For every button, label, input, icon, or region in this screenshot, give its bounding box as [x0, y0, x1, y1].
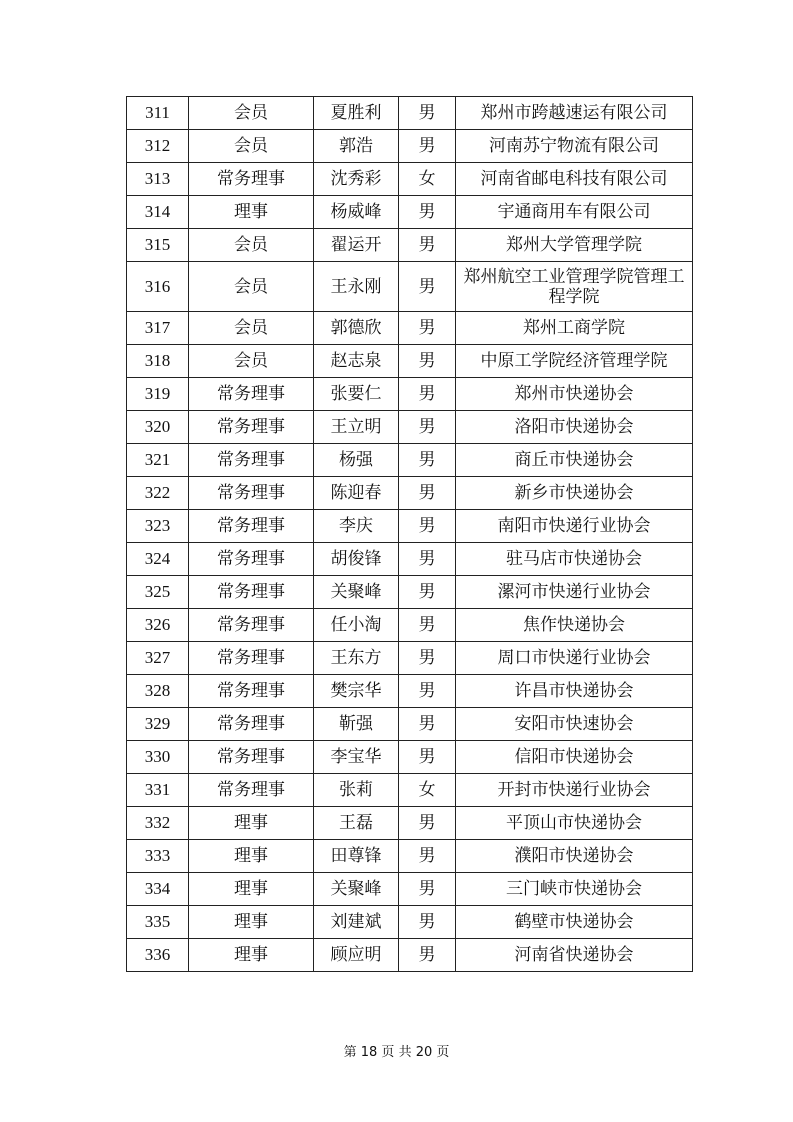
- table-row: [127, 477, 693, 510]
- cell-organization: 周口市快递行业协会: [456, 642, 693, 675]
- cell-gender: 男: [399, 675, 456, 708]
- cell-organization: 郑州市快递协会: [456, 378, 693, 411]
- cell-role: 会员: [189, 345, 314, 378]
- cell-gender: 男: [399, 130, 456, 163]
- cell-gender: 男: [399, 906, 456, 939]
- cell-gender: 男: [399, 345, 456, 378]
- cell-name: 陈迎春: [314, 477, 399, 510]
- page-number-footer: 第 18 页 共 20 页: [343, 1045, 450, 1060]
- cell-gender: 女: [399, 774, 456, 807]
- cell-role: 常务理事: [189, 510, 314, 543]
- cell-organization: 焦作快递协会: [456, 609, 693, 642]
- table-row: [127, 576, 693, 609]
- cell-number: 323: [127, 510, 189, 543]
- cell-name: 王立明: [314, 411, 399, 444]
- table-row: [127, 642, 693, 675]
- cell-gender: 女: [399, 163, 456, 196]
- cell-number: 330: [127, 741, 189, 774]
- table-row: [127, 741, 693, 774]
- cell-gender: 男: [399, 543, 456, 576]
- cell-organization: 南阳市快递行业协会: [456, 510, 693, 543]
- cell-name: 赵志泉: [314, 345, 399, 378]
- cell-name: 关聚峰: [314, 873, 399, 906]
- table-row: [127, 774, 693, 807]
- cell-organization: 三门峡市快递协会: [456, 873, 693, 906]
- cell-gender: 男: [399, 510, 456, 543]
- cell-gender: 男: [399, 939, 456, 972]
- cell-role: 常务理事: [189, 543, 314, 576]
- cell-number: 321: [127, 444, 189, 477]
- cell-number: 315: [127, 229, 189, 262]
- cell-gender: 男: [399, 97, 456, 130]
- cell-number: 318: [127, 345, 189, 378]
- cell-role: 常务理事: [189, 675, 314, 708]
- cell-name: 樊宗华: [314, 675, 399, 708]
- member-table-body: [127, 97, 693, 972]
- cell-gender: 男: [399, 229, 456, 262]
- cell-gender: 男: [399, 642, 456, 675]
- table-row: [127, 130, 693, 163]
- cell-name: 李宝华: [314, 741, 399, 774]
- cell-number: 334: [127, 873, 189, 906]
- table-row: [127, 609, 693, 642]
- cell-name: 翟运开: [314, 229, 399, 262]
- table-row: [127, 543, 693, 576]
- table-row: [127, 378, 693, 411]
- table-row: [127, 510, 693, 543]
- cell-name: 关聚峰: [314, 576, 399, 609]
- cell-gender: 男: [399, 477, 456, 510]
- cell-number: 311: [127, 97, 189, 130]
- table-row: [127, 807, 693, 840]
- cell-gender: 男: [399, 576, 456, 609]
- cell-gender: 男: [399, 411, 456, 444]
- cell-role: 常务理事: [189, 774, 314, 807]
- cell-role: 会员: [189, 130, 314, 163]
- cell-role: 理事: [189, 840, 314, 873]
- cell-organization: 濮阳市快递协会: [456, 840, 693, 873]
- cell-role: 会员: [189, 97, 314, 130]
- cell-number: 324: [127, 543, 189, 576]
- cell-gender: 男: [399, 741, 456, 774]
- cell-gender: 男: [399, 807, 456, 840]
- cell-role: 常务理事: [189, 609, 314, 642]
- cell-number: 319: [127, 378, 189, 411]
- table-row: [127, 312, 693, 345]
- cell-name: 王磊: [314, 807, 399, 840]
- cell-name: 郭德欣: [314, 312, 399, 345]
- cell-organization: 郑州市跨越速运有限公司: [456, 97, 693, 130]
- cell-role: 会员: [189, 312, 314, 345]
- cell-name: 郭浩: [314, 130, 399, 163]
- cell-gender: 男: [399, 196, 456, 229]
- cell-name: 张要仁: [314, 378, 399, 411]
- cell-organization: 新乡市快递协会: [456, 477, 693, 510]
- cell-organization: 宇通商用车有限公司: [456, 196, 693, 229]
- cell-organization: 许昌市快递协会: [456, 675, 693, 708]
- cell-name: 顾应明: [314, 939, 399, 972]
- cell-number: 331: [127, 774, 189, 807]
- cell-role: 理事: [189, 196, 314, 229]
- cell-organization: 河南省邮电科技有限公司: [456, 163, 693, 196]
- cell-name: 杨威峰: [314, 196, 399, 229]
- cell-organization: 河南省快递协会: [456, 939, 693, 972]
- cell-number: 322: [127, 477, 189, 510]
- cell-name: 胡俊锋: [314, 543, 399, 576]
- cell-number: 316: [127, 262, 189, 312]
- cell-organization: 漯河市快递行业协会: [456, 576, 693, 609]
- cell-name: 张莉: [314, 774, 399, 807]
- table-row: [127, 262, 693, 312]
- table-row: [127, 939, 693, 972]
- table-row: [127, 411, 693, 444]
- cell-organization: 郑州大学管理学院: [456, 229, 693, 262]
- cell-name: 刘建斌: [314, 906, 399, 939]
- cell-organization: 商丘市快递协会: [456, 444, 693, 477]
- cell-role: 常务理事: [189, 576, 314, 609]
- cell-name: 沈秀彩: [314, 163, 399, 196]
- cell-number: 335: [127, 906, 189, 939]
- table-row: [127, 840, 693, 873]
- cell-number: 317: [127, 312, 189, 345]
- cell-number: 314: [127, 196, 189, 229]
- cell-organization: 洛阳市快递协会: [456, 411, 693, 444]
- cell-role: 常务理事: [189, 411, 314, 444]
- table-row: [127, 675, 693, 708]
- cell-organization: 中原工学院经济管理学院: [456, 345, 693, 378]
- cell-role: 理事: [189, 873, 314, 906]
- member-table: [126, 96, 693, 972]
- cell-number: 333: [127, 840, 189, 873]
- cell-role: 常务理事: [189, 741, 314, 774]
- cell-role: 常务理事: [189, 163, 314, 196]
- cell-number: 327: [127, 642, 189, 675]
- cell-number: 325: [127, 576, 189, 609]
- cell-gender: 男: [399, 378, 456, 411]
- cell-name: 夏胜利: [314, 97, 399, 130]
- table-row: [127, 345, 693, 378]
- cell-gender: 男: [399, 708, 456, 741]
- cell-number: 329: [127, 708, 189, 741]
- cell-organization: 郑州航空工业管理学院管理工程学院: [456, 262, 693, 312]
- cell-gender: 男: [399, 312, 456, 345]
- cell-organization: 安阳市快速协会: [456, 708, 693, 741]
- cell-name: 王永刚: [314, 262, 399, 312]
- cell-role: 理事: [189, 939, 314, 972]
- cell-number: 312: [127, 130, 189, 163]
- cell-role: 常务理事: [189, 477, 314, 510]
- cell-role: 会员: [189, 262, 314, 312]
- cell-organization: 鹤壁市快递协会: [456, 906, 693, 939]
- cell-number: 320: [127, 411, 189, 444]
- cell-name: 李庆: [314, 510, 399, 543]
- cell-organization: 驻马店市快递协会: [456, 543, 693, 576]
- cell-gender: 男: [399, 873, 456, 906]
- table-row: [127, 906, 693, 939]
- cell-number: 328: [127, 675, 189, 708]
- table-row: [127, 97, 693, 130]
- cell-gender: 男: [399, 840, 456, 873]
- table-row: [127, 163, 693, 196]
- cell-role: 理事: [189, 906, 314, 939]
- cell-name: 杨强: [314, 444, 399, 477]
- cell-role: 常务理事: [189, 378, 314, 411]
- cell-role: 会员: [189, 229, 314, 262]
- cell-role: 理事: [189, 807, 314, 840]
- table-row: [127, 444, 693, 477]
- table-row: [127, 229, 693, 262]
- cell-number: 313: [127, 163, 189, 196]
- cell-gender: 男: [399, 444, 456, 477]
- table-row: [127, 708, 693, 741]
- cell-gender: 男: [399, 609, 456, 642]
- cell-name: 任小淘: [314, 609, 399, 642]
- cell-name: 王东方: [314, 642, 399, 675]
- cell-role: 常务理事: [189, 444, 314, 477]
- cell-organization: 郑州工商学院: [456, 312, 693, 345]
- cell-role: 常务理事: [189, 708, 314, 741]
- cell-number: 332: [127, 807, 189, 840]
- cell-name: 靳强: [314, 708, 399, 741]
- cell-organization: 河南苏宁物流有限公司: [456, 130, 693, 163]
- cell-organization: 开封市快递行业协会: [456, 774, 693, 807]
- cell-role: 常务理事: [189, 642, 314, 675]
- cell-gender: 男: [399, 262, 456, 312]
- cell-number: 326: [127, 609, 189, 642]
- cell-number: 336: [127, 939, 189, 972]
- table-row: [127, 873, 693, 906]
- table-row: [127, 196, 693, 229]
- cell-organization: 信阳市快递协会: [456, 741, 693, 774]
- cell-organization: 平顶山市快递协会: [456, 807, 693, 840]
- cell-name: 田尊锋: [314, 840, 399, 873]
